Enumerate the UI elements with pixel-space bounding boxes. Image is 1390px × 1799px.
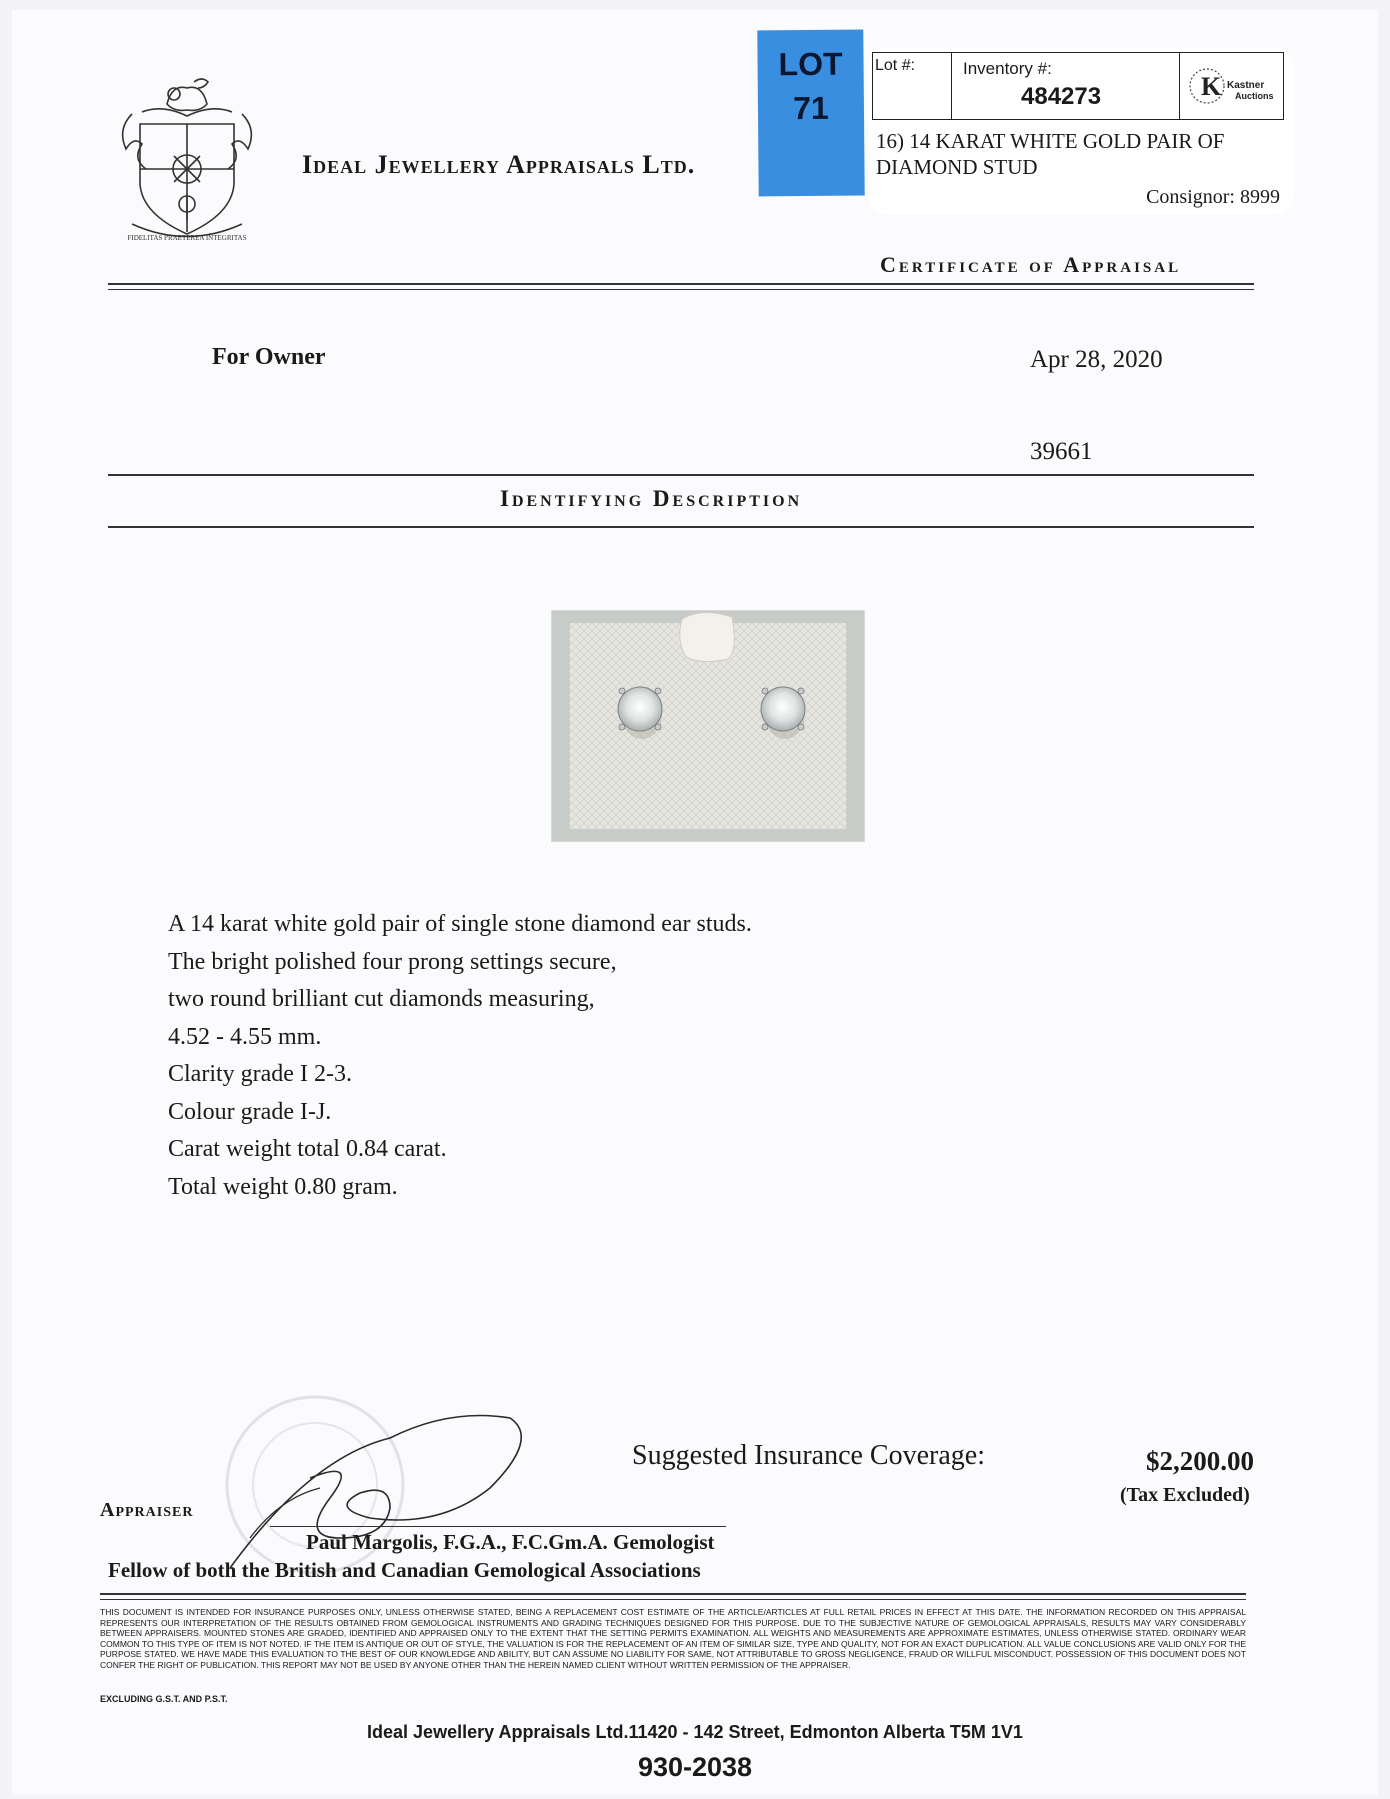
description-line: A 14 karat white gold pair of single stone diamond ear studs. xyxy=(168,911,752,937)
inventory-cell xyxy=(953,53,1180,119)
auction-label-grid xyxy=(872,52,1284,120)
item-description xyxy=(168,906,752,1206)
crest-logo xyxy=(112,74,262,249)
tax-exclusion-note: EXCLUDING G.S.T. AND P.S.T. xyxy=(100,1694,228,1704)
logo-text-kastner: Kastner xyxy=(1227,80,1265,91)
appraiser-name: Paul Margolis, F.G.A., F.C.Gm.A. Gemologist xyxy=(306,1530,715,1554)
appraiser-fellowship: Fellow of both the British and Canadian Gemological Associations xyxy=(108,1558,701,1582)
lot-tag-label: LOT xyxy=(778,45,843,83)
company-name: Ideal Jewellery Appraisals Ltd. xyxy=(302,150,696,179)
divider xyxy=(100,1593,1246,1595)
footer-phone: 930-2038 xyxy=(637,1752,753,1782)
inventory-label: Inventory #: xyxy=(963,59,1052,78)
reference-number: 39661 xyxy=(1030,438,1093,465)
logo-text-auctions: Auctions xyxy=(1235,91,1274,101)
auction-logo-cell xyxy=(1181,53,1283,119)
description-line: Carat weight total 0.84 carat. xyxy=(168,1136,447,1162)
description-line: Colour grade I-J. xyxy=(168,1098,332,1125)
lot-cell xyxy=(873,53,952,119)
appraisal-date: Apr 28, 2020 xyxy=(1030,346,1163,373)
appraiser-label: Appraiser xyxy=(100,1499,194,1521)
earrings-photo xyxy=(551,610,865,842)
description-line: Clarity grade I 2-3. xyxy=(168,1061,352,1087)
divider xyxy=(108,474,1254,476)
inventory-number: 484273 xyxy=(1021,83,1102,110)
coverage-amount: $2,200.00 xyxy=(1146,1446,1254,1476)
signature-line xyxy=(270,1526,726,1527)
section-title: Identifying Description xyxy=(500,486,803,511)
footer-address: Ideal Jewellery Appraisals Ltd.11420 - 142 Street, Edmonton Alberta T5M 1V1 xyxy=(367,1722,1023,1742)
owner-label: For Owner xyxy=(212,344,326,370)
description-line: two round brilliant cut diamonds measuring, xyxy=(168,986,595,1012)
svg-text:K: K xyxy=(1201,72,1222,101)
certificate-title: Certificate of Appraisal xyxy=(880,252,1182,277)
description-line: Total weight 0.80 gram. xyxy=(168,1173,398,1200)
crest-motto: FIDELITAS PRAETEREA INTEGRITAS xyxy=(127,234,247,242)
lot-tag-number: 71 xyxy=(793,89,829,127)
divider xyxy=(100,1599,1246,1600)
lot-description: 16) 14 KARAT WHITE GOLD PAIR OF DIAMOND STUD xyxy=(876,129,1225,179)
lot-tag xyxy=(757,30,864,197)
consignor: Consignor: 8999 xyxy=(1146,186,1280,208)
lot-number-label: Lot #: xyxy=(875,57,916,74)
divider xyxy=(108,526,1254,528)
description-line: 4.52 - 4.55 mm. xyxy=(168,1023,322,1050)
description-line: The bright polished four prong settings secure, xyxy=(168,948,617,975)
coverage-label: Suggested Insurance Coverage: xyxy=(632,1440,985,1471)
auction-label xyxy=(868,48,1294,214)
tax-note: (Tax Excluded) xyxy=(1120,1484,1250,1506)
divider xyxy=(108,289,1254,290)
kastner-auctions-logo xyxy=(1187,61,1277,111)
divider xyxy=(108,283,1254,285)
disclaimer-text: THIS DOCUMENT IS INTENDED FOR INSURANCE PURPOSES ONLY, UNLESS OTHERWISE STATED, BEING A REPLACEMENT COST ESTIMATE OF THE ARTICLE/ARTICLES AT FULL RETAIL PRICES IN EFFECT AT THIS DATE. THE INFORMATION RECORDED ON THIS APPRAISAL REPRESENTS OUR INTERPRETATION OF THE RESULTS OBTAINED FROM GEMOLOGICAL INSTRUMENTS AND GRADING TECHNIQUES DESIGNED FOR THIS PURPOSE. DUE TO THE SUBJECTIVE NATURE OF GEMOLOGICAL APPRAISALS, RESULTS MAY VARY CONSIDERABLY BETWEEN APPRAISERS. MOUNTED STONES ARE GRADED, IDENTIFIED AND APPRAISED ONLY TO THE EXTENT THAT THE SETTING PERMITS EXAMINATION. ALL WEIGHTS AND MEASUREMENTS ARE APPROXIMATE ESTIMATES, UNLESS OTHERWISE STATED. ORDINARY WEAR COMMON TO THIS TYPE OF ITEM IS NOT NOTED. IF THE ITEM IS ANTIQUE OR OUT OF STYLE, THE VALUATION IS FOR THE REPLACEMENT OF AN ITEM OF SIMILAR SIZE, TYPE AND QUALITY, NOT FOR AN EXACT DUPLICATION. ALL VALUE CONCLUSIONS ARE VALID ONLY FOR THE PURPOSE STATED. WE HAVE MADE THIS EVALUATION TO THE BEST OF OUR KNOWLEDGE AND ABILITY, BUT CAN ASSUME NO LIABILITY FOR SAME, NOT ATTRIBUTABLE TO GROSS NEGLIGENCE, FRAUD OR WILLFUL MISCONDUCT. POSSESSION OF THIS DOCUMENT DOES NOT CONFER THE RIGHT OF PUBLICATION. THIS REPORT MAY NOT BE USED BY ANYONE OTHER THAN THE HEREIN NAMED CLIENT WITHOUT WRITTEN PERMISSION OF THE APPRAISER. xyxy=(100,1607,1246,1670)
